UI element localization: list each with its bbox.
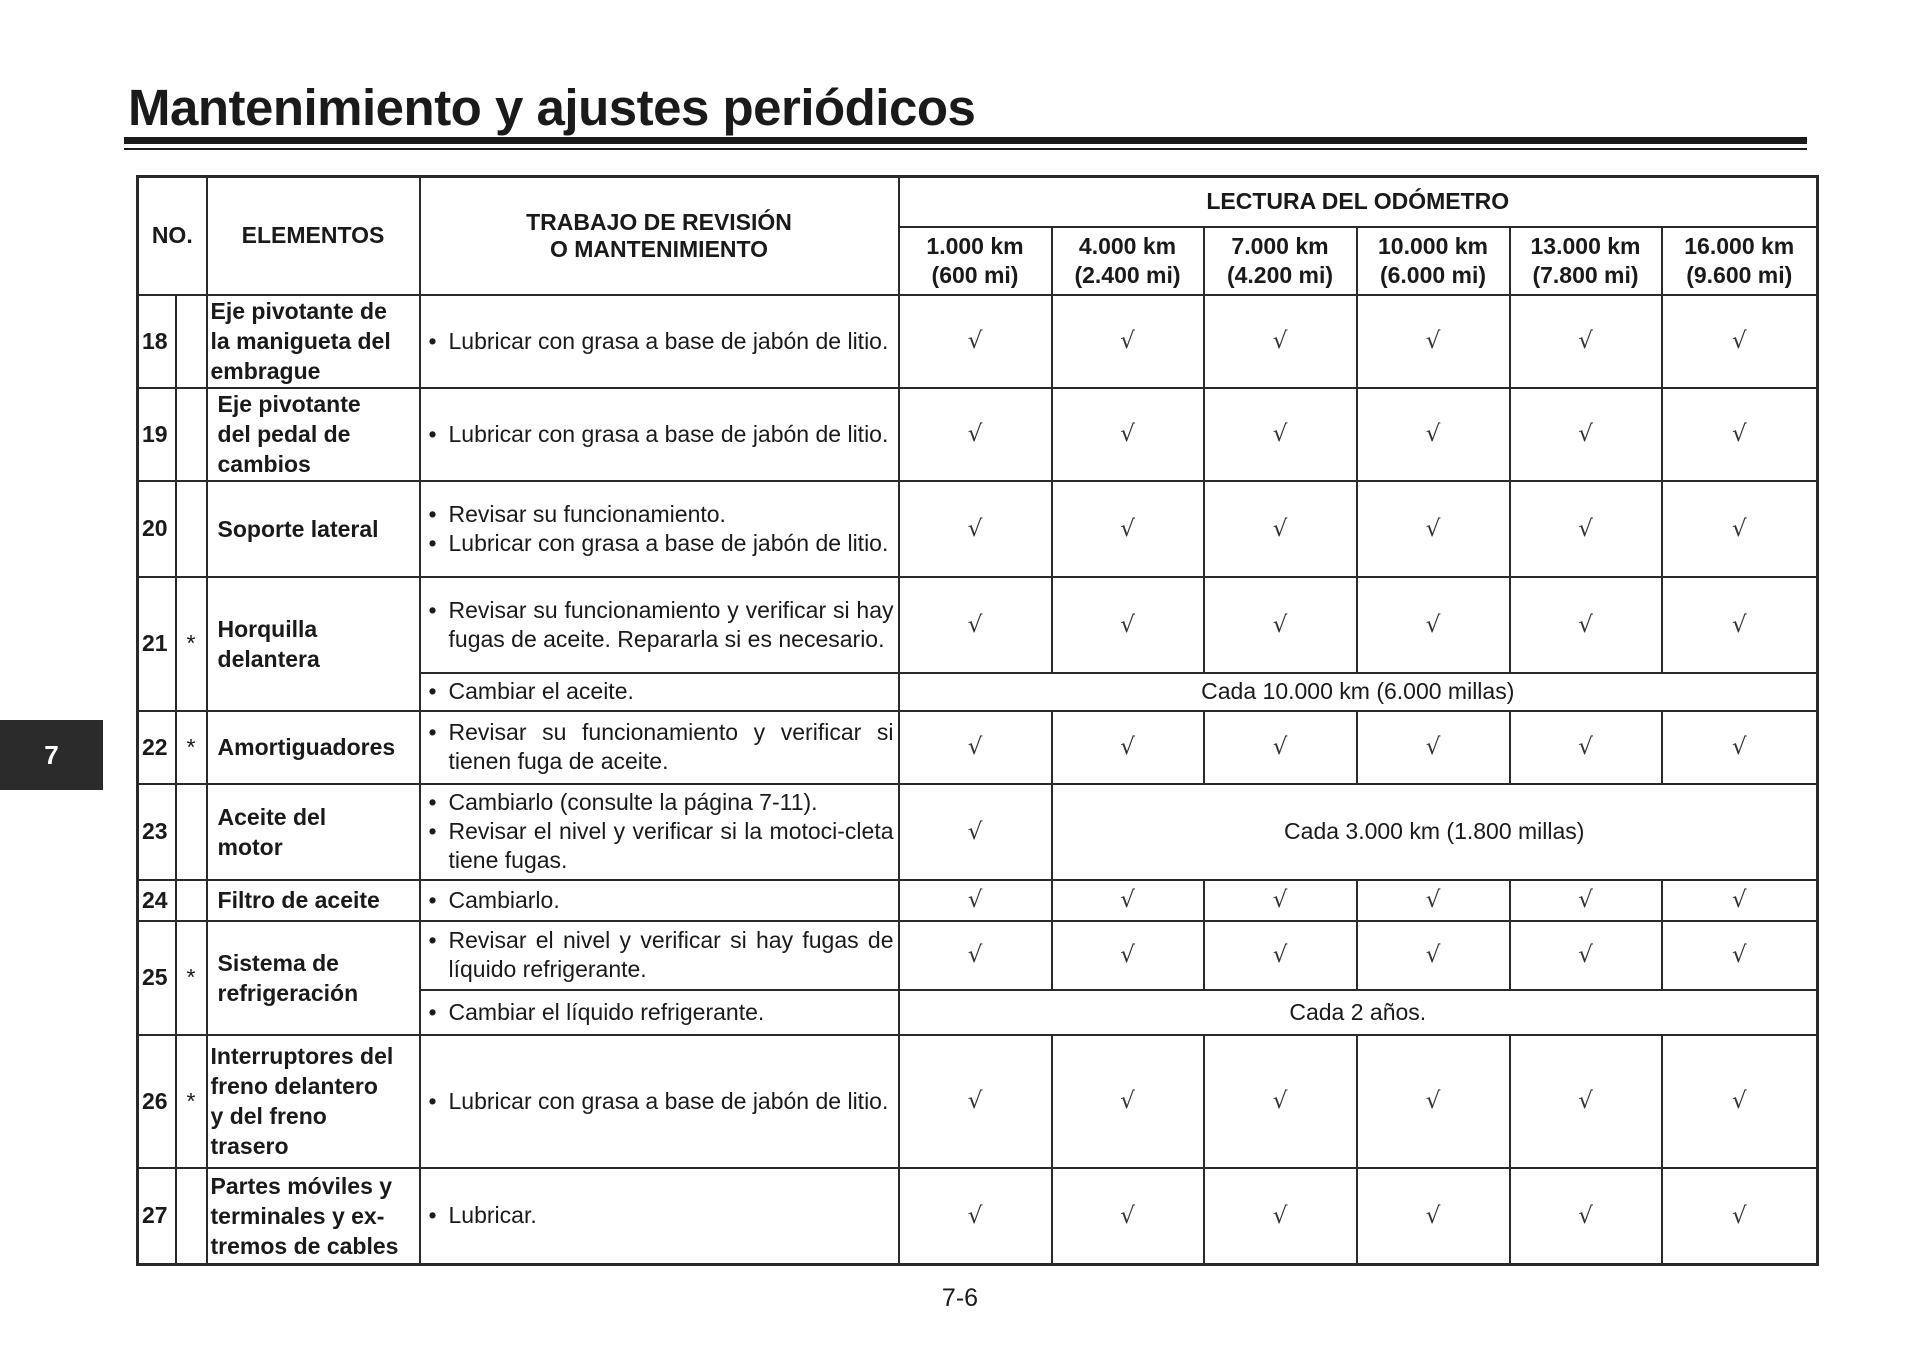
maintenance-table — [136, 175, 1819, 1266]
header-work-line1: TRABAJO DE REVISIÓN — [526, 208, 792, 235]
interval-header: 10.000 km (6.000 mi) — [1357, 227, 1510, 295]
row-work: • Revisar su funcionamiento y verificar si tienen fuga de aceite. — [420, 711, 899, 784]
interval-note: Cada 10.000 km (6.000 millas) — [899, 673, 1818, 711]
row-number: 25 — [138, 921, 176, 1035]
title-rule-thick — [124, 137, 1807, 144]
check-mark: √ — [1510, 1035, 1662, 1168]
check-mark: √ — [1510, 481, 1662, 577]
header-odometer: LECTURA DEL ODÓMETRO — [899, 177, 1818, 227]
row-star — [176, 295, 207, 388]
row-number: 18 — [138, 295, 176, 388]
check-mark: √ — [899, 711, 1052, 784]
interval-header: 1.000 km (600 mi) — [899, 227, 1052, 295]
row-work: • Cambiarlo. — [420, 880, 899, 921]
row-work: • Revisar su funcionamiento. • Lubricar con grasa a base de jabón de litio. — [420, 481, 899, 577]
table-row — [138, 1168, 1818, 1265]
check-mark: √ — [1052, 1035, 1204, 1168]
check-mark: √ — [899, 784, 1052, 880]
check-mark: √ — [1052, 295, 1204, 388]
table-row — [138, 921, 1818, 990]
row-work: • Lubricar con grasa a base de jabón de litio. — [420, 295, 899, 388]
check-mark: √ — [1052, 577, 1204, 673]
row-element: Eje pivotante del pedal de cambios — [207, 388, 420, 481]
check-mark: √ — [1357, 921, 1510, 990]
interval-note: Cada 2 años. — [899, 990, 1818, 1035]
interval-header: 16.000 km (9.600 mi) — [1662, 227, 1818, 295]
check-mark: √ — [1204, 481, 1357, 577]
check-mark: √ — [1204, 711, 1357, 784]
row-work: • Cambiarlo (consulte la página 7-11). • Revisar el nivel y verificar si la motoci-cleta tiene fugas. — [420, 784, 899, 880]
check-mark: √ — [1052, 1168, 1204, 1265]
table-row — [138, 784, 1818, 880]
check-mark: √ — [1052, 880, 1204, 921]
row-star — [176, 784, 207, 880]
check-mark: √ — [1662, 1035, 1818, 1168]
check-mark: √ — [1204, 921, 1357, 990]
check-mark: √ — [1357, 1035, 1510, 1168]
row-element: Amortiguadores — [207, 711, 420, 784]
chapter-tab: 7 — [0, 720, 103, 790]
check-mark: √ — [1204, 577, 1357, 673]
row-element: Soporte lateral — [207, 481, 420, 577]
check-mark: √ — [899, 577, 1052, 673]
check-mark: √ — [1357, 880, 1510, 921]
header-no: NO. — [138, 177, 207, 295]
row-star — [176, 481, 207, 577]
interval-header: 7.000 km (4.200 mi) — [1204, 227, 1357, 295]
table-row — [138, 295, 1818, 388]
check-mark: √ — [1052, 388, 1204, 481]
check-mark: √ — [1357, 1168, 1510, 1265]
check-mark: √ — [1662, 711, 1818, 784]
row-element: Filtro de aceite — [207, 880, 420, 921]
row-work: • Lubricar con grasa a base de jabón de litio. — [420, 1035, 899, 1168]
title-rule-thin — [124, 148, 1807, 150]
row-number: 21 — [138, 577, 176, 711]
check-mark: √ — [1204, 1168, 1357, 1265]
table-row — [138, 388, 1818, 481]
check-mark: √ — [1510, 577, 1662, 673]
check-mark: √ — [1204, 1035, 1357, 1168]
header-work — [420, 177, 899, 295]
check-mark: √ — [899, 880, 1052, 921]
row-work: • Revisar su funcionamiento y verificar si hay fugas de aceite. Repararla si es necesario. — [420, 577, 899, 673]
row-star — [176, 880, 207, 921]
row-star — [176, 1168, 207, 1265]
check-mark: √ — [1357, 388, 1510, 481]
row-element: Interruptores del freno delantero y del freno trasero — [207, 1035, 420, 1168]
check-mark: √ — [1052, 921, 1204, 990]
row-element: Horquilla delantera — [207, 577, 420, 711]
header-elements: ELEMENTOS — [207, 177, 420, 295]
check-mark: √ — [1357, 577, 1510, 673]
table-row — [138, 481, 1818, 577]
row-work: • Cambiar el líquido refrigerante. — [420, 990, 899, 1035]
page-number: 7-6 — [941, 1284, 979, 1312]
check-mark: √ — [1662, 577, 1818, 673]
table-row — [138, 577, 1818, 673]
check-mark: √ — [899, 388, 1052, 481]
row-work: • Cambiar el aceite. — [420, 673, 899, 711]
row-star — [176, 388, 207, 481]
check-mark: √ — [899, 295, 1052, 388]
table-row — [138, 711, 1818, 784]
check-mark: √ — [1510, 1168, 1662, 1265]
header-work-line2: O MANTENIMIENTO — [549, 235, 769, 262]
row-number: 24 — [138, 880, 176, 921]
check-mark: √ — [899, 1035, 1052, 1168]
row-number: 19 — [138, 388, 176, 481]
check-mark: √ — [1510, 921, 1662, 990]
row-number: 20 — [138, 481, 176, 577]
row-element: Sistema de refrigeración — [207, 921, 420, 1035]
table-row — [138, 880, 1818, 921]
check-mark: √ — [1052, 711, 1204, 784]
row-star: * — [176, 921, 207, 1035]
row-star: * — [176, 1035, 207, 1168]
check-mark: √ — [1357, 295, 1510, 388]
row-number: 23 — [138, 784, 176, 880]
row-work: • Lubricar. — [420, 1168, 899, 1265]
check-mark: √ — [1052, 481, 1204, 577]
check-mark: √ — [1204, 295, 1357, 388]
row-work: • Lubricar con grasa a base de jabón de litio. — [420, 388, 899, 481]
check-mark: √ — [1662, 388, 1818, 481]
check-mark: √ — [1662, 921, 1818, 990]
check-mark: √ — [1510, 711, 1662, 784]
check-mark: √ — [1204, 880, 1357, 921]
check-mark: √ — [1510, 295, 1662, 388]
row-element: Eje pivotante de la manigueta del embrague — [207, 295, 420, 388]
check-mark: √ — [1357, 711, 1510, 784]
check-mark: √ — [1204, 388, 1357, 481]
row-work: • Revisar el nivel y verificar si hay fugas de líquido refrigerante. — [420, 921, 899, 990]
row-element: Partes móviles y terminales y ex- tremos de cables — [207, 1168, 420, 1265]
row-element: Aceite del motor — [207, 784, 420, 880]
interval-header: 13.000 km (7.800 mi) — [1510, 227, 1662, 295]
check-mark: √ — [899, 921, 1052, 990]
check-mark: √ — [1510, 388, 1662, 481]
check-mark: √ — [1662, 295, 1818, 388]
check-mark: √ — [899, 1168, 1052, 1265]
check-mark: √ — [1357, 481, 1510, 577]
row-number: 27 — [138, 1168, 176, 1265]
check-mark: √ — [899, 481, 1052, 577]
table-row — [138, 1035, 1818, 1168]
check-mark: √ — [1662, 1168, 1818, 1265]
check-mark: √ — [1662, 481, 1818, 577]
check-mark: √ — [1662, 880, 1818, 921]
row-star: * — [176, 577, 207, 711]
check-mark: √ — [1510, 880, 1662, 921]
interval-note: Cada 3.000 km (1.800 millas) — [1052, 784, 1818, 880]
interval-header: 4.000 km (2.400 mi) — [1052, 227, 1204, 295]
row-number: 22 — [138, 711, 176, 784]
row-number: 26 — [138, 1035, 176, 1168]
page-title: Mantenimiento y ajustes periódicos — [128, 79, 976, 136]
row-star: * — [176, 711, 207, 784]
